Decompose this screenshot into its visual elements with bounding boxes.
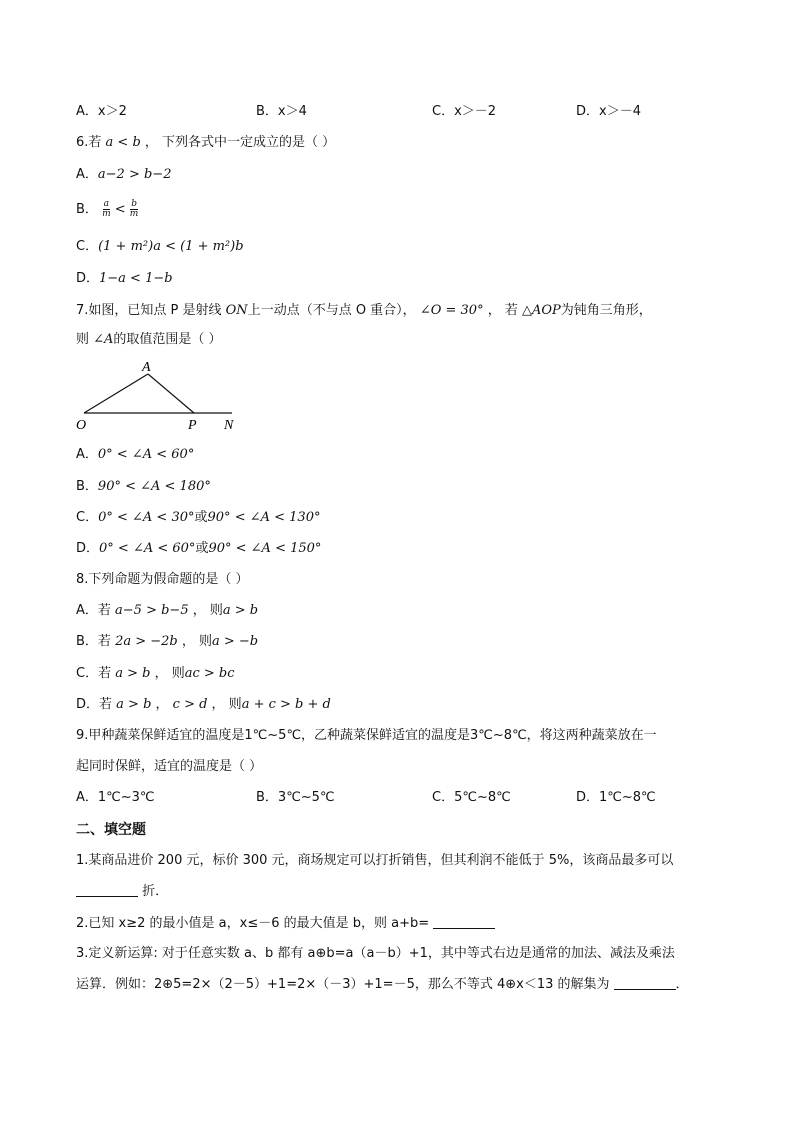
- q8-option-a: A．若 a−5 > b−5 ， 则a > b: [76, 603, 259, 618]
- segment-oa: [84, 374, 148, 413]
- fill3-line2: 运算．例如：2⊕5=2×（2－5）+1=2×（－3）+1=－5，那么不等式 4⊕x＜13 的解集为 ．: [76, 977, 689, 992]
- q8-option-b: B．若 2a > −2b ， 则a > −b: [76, 634, 259, 649]
- fill1-line2: 折．: [76, 883, 168, 901]
- q5-option-d: D．x＞－4: [576, 104, 641, 119]
- q9-stem-line1: 9.甲种蔬菜保鲜适宜的温度是1℃~5℃，乙种蔬菜保鲜适宜的温度是3℃~8℃，将这两种蔬菜放在一: [76, 728, 657, 743]
- q7-triangle-figure: [70, 356, 250, 436]
- q7-stem-line1: 7.如图，已知点 P 是射线 ON上一动点（不与点 O 重合）， ∠O = 30° ， 若 △AOP为钝角三角形，: [76, 303, 652, 318]
- answer-blank-1[interactable]: [76, 883, 138, 897]
- label-a: A: [142, 360, 151, 375]
- q5-option-b: B．x＞4: [256, 104, 307, 119]
- q6-option-d: D．1−a < 1−b: [76, 271, 173, 286]
- q7-option-b: B．90° < ∠A < 180°: [76, 479, 211, 494]
- q7-option-d: D．0° < ∠A < 60°或90° < ∠A < 150°: [76, 541, 322, 556]
- q9-option-a: A．1℃~3℃: [76, 790, 155, 805]
- q6-option-b: B． $\frac{a}{m}$ < $\frac{b}{m}$: [76, 199, 139, 219]
- q5-option-a: A．x＞2: [76, 104, 127, 119]
- answer-blank-3[interactable]: [614, 976, 676, 990]
- section-heading-fill-in: 二、填空题: [76, 822, 146, 838]
- q8-stem: 8.下列命题为假命题的是（ ）: [76, 572, 249, 587]
- fill1-line1: 1.某商品进价 200 元，标价 300 元，商场规定可以打折销售，但其利润不能低于 5%，该商品最多可以: [76, 853, 674, 868]
- q7-stem-line2: 则 ∠A的取值范围是（ ）: [76, 332, 222, 347]
- q8-option-c: C．若 a > b ， 则ac > bc: [76, 666, 235, 681]
- q9-option-d: D．1℃~8℃: [576, 790, 656, 805]
- label-o: O: [76, 418, 87, 433]
- segment-ap: [148, 374, 194, 413]
- fill3-line1: 3.定义新运算: 对于任意实数 a、b 都有 a⊕b=a（a－b）+1，其中等式右边是通常的加法、减法及乘法: [76, 946, 675, 961]
- fraction-b-over-m: $\frac{b}{m}$: [129, 199, 139, 219]
- q8-option-d: D．若 a > b ， c > d ， 则a + c > b + d: [76, 697, 331, 712]
- q7-option-c: C．0° < ∠A < 30°或90° < ∠A < 130°: [76, 510, 321, 525]
- q9-option-b: B．3℃~5℃: [256, 790, 335, 805]
- label-n: N: [224, 418, 234, 433]
- label-p: P: [188, 418, 197, 433]
- q9-option-c: C．5℃~8℃: [432, 790, 511, 805]
- q5-option-c: C．x＞－2: [432, 104, 497, 119]
- answer-blank-2[interactable]: [433, 915, 495, 929]
- q6-option-c: C．(1 + m²)a < (1 + m²)b: [76, 239, 244, 254]
- fraction-a-over-m: $\frac{a}{m}$: [102, 199, 111, 219]
- q7-option-a: A．0° < ∠A < 60°: [76, 447, 195, 462]
- q9-stem-line2: 起同时保鲜，适宜的温度是（ ）: [76, 759, 263, 774]
- q6-stem: 6.若 a < b ， 下列各式中一定成立的是（ ）: [76, 135, 336, 150]
- fill2-line: 2.已知 x≥2 的最小值是 a，x≤－6 的最大值是 b，则 a+b=: [76, 915, 495, 933]
- q6-option-a: A．a−2 > b−2: [76, 167, 172, 182]
